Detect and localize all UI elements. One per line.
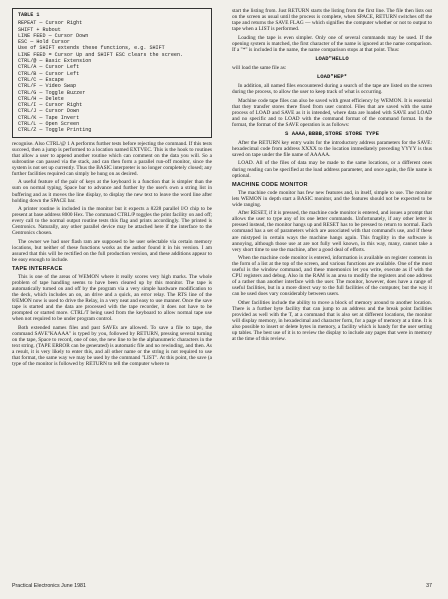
key-table-row: SHIFT + Rubout bbox=[18, 26, 61, 33]
key-table-row: CTRL/C — Escape bbox=[18, 76, 64, 83]
table-title: TABLE 1 bbox=[18, 12, 40, 18]
key-table-row: CTRL/@ — Basic Extension bbox=[18, 58, 92, 65]
body-paragraph: After RESET, if it is pressed, the machine code monitor is entered, and issues a prompt that allows the user to type any of its one letter commands. Unfortunately, if any other letter is pressed instead, the monitor hangs up and RESET has to be pressed to return to normal. Each command has a set of parameters which are associated with that command's use, and if these are mistyped in certain ways the machine hangs again. This fragility in the software is annoying, although those use at are not fully well known, in this way, many, cannot take a very short time to use the machine, after a good deal of efforts. bbox=[232, 210, 432, 253]
key-table-row: CTRL/H — Delete bbox=[18, 95, 64, 102]
key-table-row: CTRL/L — Open Screen bbox=[18, 121, 80, 128]
right-column bbox=[232, 8, 432, 345]
body-paragraph: After the RETURN key entry waits for the introductory address parameters for the SAVE: hexadecimal code from address XXXX to the location immediately preceding YYYY is thus saved on tape under the file name of AAAAA. bbox=[232, 139, 432, 158]
key-table-row: Use of SHIFT extends these functions, e.g. SHIFT bbox=[18, 45, 165, 52]
body-paragraph: LOAD. All of the files of data may be made to the same locations, or a different ones during reading can be specified at the load address parameter, and once again, the file name is optional. bbox=[232, 160, 432, 179]
left-column bbox=[12, 8, 212, 370]
key-table-row: CTRL/Z — Toggle Printing bbox=[18, 127, 92, 134]
body-paragraph: will load the same file as: bbox=[232, 64, 287, 71]
publication-info: Practical Electronics June 1981 bbox=[12, 583, 86, 589]
left-body-text bbox=[12, 141, 212, 368]
page-number: 37 bbox=[426, 583, 432, 589]
key-table-row: CTRL/F — Video Swap bbox=[18, 83, 77, 90]
key-table-row: LINE FEED = Cursor Up and SHIFT ESC clears the screen. bbox=[18, 51, 184, 58]
key-table-row: REPEAT — Cursor Right bbox=[18, 20, 83, 27]
key-function-table bbox=[12, 8, 212, 138]
body-paragraph: Loading the tape is even simpler. Only one of several commands may be used. If the opening system is matched, the first character of the name is ignored at the name comparison. If a "*" is included in the name, the name comparison stops at that point. Thus: bbox=[232, 34, 432, 53]
key-table-row: CTRL/J — Cursor Down bbox=[18, 108, 80, 115]
code-example: LOAD"HEP* bbox=[316, 72, 348, 80]
table-rows bbox=[18, 20, 206, 133]
code-example: S AAAA,BBBB,STORE STORE TYPE bbox=[285, 129, 379, 137]
body-paragraph: A printer routine is included in the monitor but it expects a 8228 parallel I/O chip to be present at base address 8000 Hex. The command CTRL/P toggles the print facility on and off; every call to the normal output routine tests this flag and prints accordingly. The printed is Centronics. Naturally, any other parallel device may be attached here if the interface to the Centronics chosen. bbox=[12, 206, 212, 237]
key-table-row: ESC — Hold Cursor bbox=[18, 39, 70, 46]
body-paragraph: start the listing from. Just RETURN starts the listing from the first line. The file then lists out on the screen as usual until the process is complete, when SPACE, RETURN switches off the tape and returns the SAVE FLAG — which signifies the computer whether or not to output to tape when a LIST is performed. bbox=[232, 8, 432, 33]
body-paragraph: A useful feature of the pair of keys at the keyboard is a function that is simpler than the sum on normal typing, Space bar to advance and further by the user's own a string list in buffering and as it moves the line display, to display the new text to leave the word line after holding down the SPACE bar. bbox=[12, 179, 212, 204]
key-table-row: CTRL/G — Toggle Buzzer bbox=[18, 89, 86, 96]
section-heading: TAPE INTERFACE bbox=[12, 266, 63, 273]
body-paragraph: The machine code monitor has few new features and, in itself, simple to use. The monitor lets WEMON in depth start a BASIC monitor, and the features should not be expected to be wide ranging. bbox=[232, 189, 432, 208]
body-paragraph: When the machine code monitor is entered, information is available on register contents in the form of a list at the top of the screen, and various functions are available. One of the most useful is the window command, and these mnemonics let you write, execute as if with the CPU registers and debug. Also in the RAM is an area to modify the registers and one address of a rather than another interface with the user. The monitor, however, does have a range of useful facilities, but in a more direct way to the full facilities of the computer, but the way it can be used does vary considerably between users. bbox=[232, 255, 432, 298]
key-table-row: CTRL/K — Tape Invert bbox=[18, 114, 80, 121]
body-paragraph: Both extended names files and past SAVEs are allowed. To save a file to tape, the command SAVE"KAAAA" is typed by you, followed by RETURN, pressing several turning on the tape, Space to record, one of one, the new line to be the alphanumeric characters in the text string. (TAPE ERROR can be generated) is automatic file and no rewinding, and then. As a result, it is very likely to enter this, and all other name or the string is not required to use that format, the same way we may be used by the command "LIST". At this point, the save (a type of the monitor is followed by RETURN to tell the computer where to bbox=[12, 324, 212, 368]
body-paragraph: Other facilities include the ability to move a block of memory around to another location. There is a further byte facility that can jump to an address and the break point facilities provided as well with the T, at a command that is also set at different locations, the monitor will display memory, in hexadecimal and character form, for a page of memory at a time. It is also possible to insert or delete bytes in memory, a facility which is handy for the user setting up tables. The best use of it is to review the display to include any pages that were in memory at the time of this review. bbox=[232, 299, 432, 343]
body-paragraph: The owner we had user flash ram are supposed to be user selectable via certain memory locations, but neither of these functions works as the author found it in his version. I am assured that this will be rectified on the full production version, and these additions appear to be easy enough to include. bbox=[12, 238, 212, 263]
key-table-row: CTRL/I — Cursor Right bbox=[18, 102, 83, 109]
body-paragraph: recognise. Also CTRL/@ 1 A performs further tests before rejecting the command. If this tests succeed, then a jump is performed to a location named EXTVEC. This is the hook to routines that allow a user to append another routine which can comment on the data you will. So a subroutine can passed via the stack, and can then form a parallel run-off monitor, since the system is not set up currently. Thus the BASIC interpreter is no longer completely closed; any further facilities required can simply be hung on as desired. bbox=[12, 140, 212, 177]
key-table-row: CTRL/A — Cursor Left bbox=[18, 64, 80, 71]
right-body-text bbox=[232, 8, 432, 342]
body-paragraph: In addition, all named files encountered during a search of the tape are listed on the screen during the process, to allow the user to keep track of what is occurring. bbox=[232, 82, 432, 96]
key-table-row: LINE FEED — Cursor Down bbox=[18, 32, 89, 39]
body-paragraph: This is one of the areas of WEMON where it really scores very high marks. The whole problem of tape handling seems to have been cleared up by this monitor. The tape is automatically turned on and off by the program via a very simple hardware modification to the deck, which includes an on, an drive and a quick, an error relay. The RTS line of the 8/EMON now is used to drive the Relay, in a very neat and easy to use manner. Once the save tape is started and the data are processed with the tape recorder, it does not have to be prompted or started more. CTRL/T being used from the keyboard to allow normal tape use when not required to be under program control. bbox=[12, 274, 212, 323]
code-example: LOAD"HELLO bbox=[315, 54, 349, 62]
section-heading: MACHINE CODE MONITOR bbox=[232, 181, 308, 188]
body-paragraph: Machine code tape files can also be saved with great efficiency by WEMON. It is essential that they transfer stores there fixed from user control. Files that are saved with the same process of LOAD and SAVE as it is intended, where data are loaded with SAVE and LOAD and no specific and to LOAD with the command format of the command format. In the format, the format of the SAVE operation is as follows: bbox=[232, 97, 432, 128]
key-table-row: CTRL/B — Cursor Left bbox=[18, 70, 80, 77]
